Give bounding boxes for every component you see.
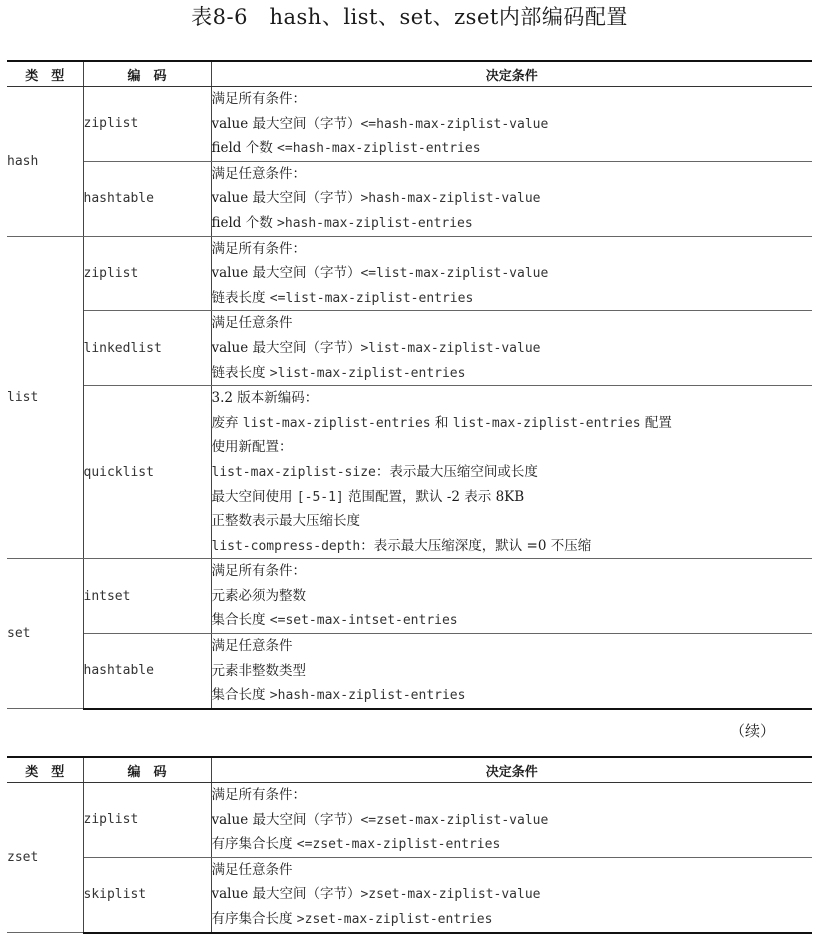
config-key: >list-max-ziplist-value [360, 340, 541, 356]
condition-text: 有序集合长度 [211, 836, 297, 853]
condition-cell [211, 236, 812, 311]
condition-text: 最大空间使用 [211, 488, 297, 505]
condition-text: 范围配置，默认 -2 表示 8KB [343, 488, 525, 505]
continued-label: （续） [729, 722, 775, 740]
condition-line [212, 683, 813, 708]
condition-line [212, 186, 813, 211]
config-key: <=zset-max-ziplist-entries [296, 837, 501, 853]
condition-text: 集合长度 [211, 612, 270, 629]
condition-line [212, 509, 813, 534]
table-row [7, 386, 812, 559]
encoding-cell: ziplist [83, 783, 211, 858]
condition-line [212, 211, 813, 236]
condition-cell [211, 161, 812, 236]
type-cell: list [7, 236, 83, 559]
encoding-cell: linkedlist [83, 311, 211, 386]
config-key: <=set-max-intset-entries [269, 613, 458, 629]
config-key: <=hash-max-ziplist-value [360, 116, 549, 132]
condition-text: value 最大空间（字节） [211, 190, 361, 207]
encoding-cell: ziplist [83, 236, 211, 311]
type-cell: hash [7, 87, 83, 237]
config-key: >zset-max-ziplist-entries [296, 911, 493, 927]
condition-text: 3.2 版本新编码： [211, 390, 319, 407]
condition-text: 有序集合长度 [211, 910, 297, 927]
condition-line [212, 659, 813, 684]
encoding-table-continued [7, 756, 812, 934]
table-body [7, 87, 812, 709]
config-key: >zset-max-ziplist-value [360, 887, 541, 903]
config-key: >hash-max-ziplist-entries [269, 688, 466, 704]
table-row [7, 783, 812, 858]
condition-text: 集合长度 [211, 687, 270, 704]
config-key: <=list-max-ziplist-value [360, 266, 549, 282]
config-key: [-5-1] [296, 489, 344, 505]
condition-line [212, 411, 813, 436]
condition-line [212, 584, 813, 609]
condition-text: 废弃 [211, 414, 243, 431]
encoding-table [7, 60, 812, 710]
condition-text: field 个数 [211, 214, 278, 231]
config-key: >hash-max-ziplist-value [360, 191, 541, 207]
condition-cell [211, 634, 812, 709]
condition-text: ：表示最大压缩深度，默认 =0 不压缩 [360, 537, 592, 554]
config-key: list-compress-depth [211, 538, 361, 554]
header-type: 类 型 [7, 61, 83, 87]
condition-cell [211, 386, 812, 559]
condition-text: value 最大空间（字节） [211, 265, 361, 282]
condition-line [212, 87, 813, 112]
condition-line [212, 112, 813, 137]
condition-text: 满足任意条件 [211, 638, 293, 655]
condition-text: 元素必须为整数 [211, 587, 306, 604]
condition-text: 满足所有条件： [211, 787, 306, 803]
table-caption: 表8-6 hash、list、set、zset内部编码配置 [191, 5, 628, 29]
header-encoding: 编 码 [83, 757, 211, 783]
condition-line [212, 460, 813, 485]
condition-line [212, 634, 813, 659]
condition-text: 满足任意条件 [211, 315, 293, 332]
condition-line [212, 136, 813, 161]
encoding-cell: ziplist [83, 87, 211, 162]
condition-line [212, 311, 813, 336]
table-body [7, 783, 812, 933]
condition-text: value 最大空间（字节） [211, 811, 361, 828]
table-row [7, 857, 812, 932]
condition-text: 满足所有条件： [211, 91, 306, 107]
condition-line [212, 361, 813, 386]
condition-cell [211, 783, 812, 858]
config-key: list-max-ziplist-size [211, 464, 376, 480]
condition-cell [211, 857, 812, 932]
condition-text: 满足所有条件： [211, 240, 306, 257]
config-key: >list-max-ziplist-entries [269, 365, 466, 381]
config-key: list-max-ziplist-entries [452, 415, 641, 431]
type-cell: set [7, 559, 83, 709]
encoding-cell: skiplist [83, 857, 211, 932]
condition-text: 链表长度 [211, 364, 270, 381]
condition-line [212, 608, 813, 633]
header-encoding: 编 码 [83, 61, 211, 87]
condition-line [212, 534, 813, 559]
condition-text: 满足任意条件 [211, 861, 293, 878]
table-row [7, 161, 812, 236]
encoding-cell: intset [83, 559, 211, 634]
condition-cell [211, 87, 812, 162]
condition-line [212, 485, 813, 510]
condition-line [212, 907, 813, 932]
condition-text: 和 [430, 414, 453, 431]
table-row [7, 236, 812, 311]
condition-text: 满足任意条件： [211, 165, 306, 182]
config-key: list-max-ziplist-entries [242, 415, 431, 431]
header-type: 类 型 [7, 757, 83, 783]
condition-line [212, 237, 813, 262]
condition-line [212, 261, 813, 286]
config-key: <=list-max-ziplist-entries [269, 290, 474, 306]
condition-text: 配置 [640, 414, 672, 431]
condition-text: 满足所有条件： [211, 563, 306, 580]
condition-line [212, 882, 813, 907]
condition-cell [211, 559, 812, 634]
condition-line [212, 808, 813, 833]
condition-line [212, 832, 813, 857]
config-key: >hash-max-ziplist-entries [277, 215, 473, 231]
table-header-row [7, 61, 812, 87]
type-cell: zset [7, 783, 83, 933]
encoding-cell: quicklist [83, 386, 211, 559]
condition-text: value 最大空间（字节） [211, 886, 361, 903]
condition-line [212, 286, 813, 311]
condition-text: 元素非整数类型 [211, 662, 306, 679]
condition-text: 正整数表示最大压缩长度 [211, 513, 360, 530]
condition-text: value 最大空间（字节） [211, 115, 361, 132]
table-row [7, 559, 812, 634]
table-row [7, 634, 812, 709]
header-condition: 决定条件 [211, 61, 812, 87]
condition-line [212, 435, 813, 460]
condition-line [212, 783, 813, 808]
config-key: <=zset-max-ziplist-value [360, 812, 549, 828]
encoding-cell: hashtable [83, 634, 211, 709]
table-row [7, 311, 812, 386]
condition-text: ：表示最大压缩空间或长度 [375, 463, 538, 480]
condition-text: field 个数 [211, 140, 278, 157]
condition-line [212, 858, 813, 883]
condition-cell [211, 311, 812, 386]
table-header-row [7, 757, 812, 783]
header-condition: 决定条件 [211, 757, 812, 783]
condition-line [212, 162, 813, 187]
condition-text: 链表长度 [211, 289, 270, 306]
config-key: <=hash-max-ziplist-entries [277, 141, 481, 157]
encoding-cell: hashtable [83, 161, 211, 236]
condition-text: 使用新配置： [211, 439, 293, 456]
condition-text: value 最大空间（字节） [211, 339, 361, 356]
condition-line [212, 559, 813, 584]
condition-line [212, 336, 813, 361]
condition-line [212, 386, 813, 411]
table-row [7, 87, 812, 162]
